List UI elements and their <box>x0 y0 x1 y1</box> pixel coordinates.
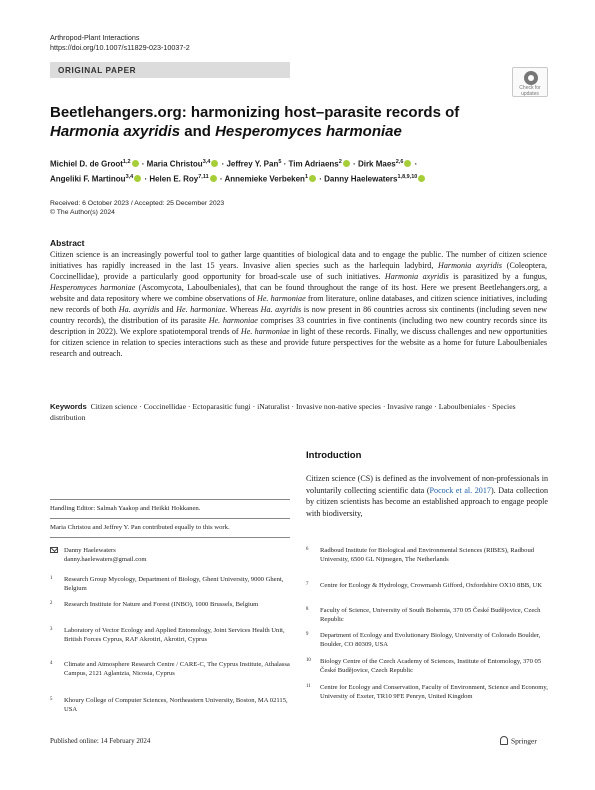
orcid-icon[interactable] <box>404 160 411 167</box>
author-name[interactable]: Danny Haelewaters <box>324 174 398 184</box>
orcid-icon[interactable] <box>343 160 350 167</box>
received-accepted-dates: Received: 6 October 2023 / Accepted: 25 December 2023 <box>50 200 225 207</box>
affiliation-item: 1 Research Group Mycology, Department of Biology, Ghent University, 9000 Ghent, Belgium <box>50 576 284 592</box>
abstract-heading: Abstract <box>50 238 85 248</box>
article-title: Beetlehangers.org: harmonizing host–parasite records of Harmonia axyridis and Hesperomyces harmoniae <box>50 104 460 140</box>
publisher-name: Springer <box>511 736 537 746</box>
check-for-updates-label: Check for updates <box>519 85 541 97</box>
author-affiliation-marker: 3,4 <box>125 173 134 180</box>
affiliation-item: 9 Department of Ecology and Evolutionary Biology, University of Colorado Boulder, Boulder, CO 80309, USA <box>306 632 541 648</box>
divider <box>50 499 290 500</box>
affiliation-item: 10 Biology Centre of the Czech Academy of Sciences, Institute of Entomology, 370 05 České Budějovice, Czech Republic <box>306 658 542 674</box>
keywords-label: Keywords <box>50 402 87 411</box>
author-affiliation-marker: 5 <box>278 159 282 165</box>
published-online-date: Published online: 14 February 2024 <box>50 737 151 745</box>
affiliation-item: 11 Centre for Ecology and Conservation, Faculty of Environment, Science and Economy, University of Exeter, TR10 9FE Penryn, United Kingdom <box>306 684 548 700</box>
abstract-text: Citizen science is an increasingly powerful tool to gather large quantities of biological data and to engage the public. The number of citizen science initiatives has rapidly increased in the last 15 years. Invasive alien species such as the harlequin ladybird, Harmonia axyridis (Coleoptera, Coccinellidae), provide a particularly good opportunity for broad-scale use of such initiatives. Harmonia axyridis is parasitized by a fungus, Hesperomyces harmoniae (Ascomycota, Laboulbeniales), that can be found throughout the range of its host. Here we present Beetlehangers.org, a website and data repository where we combine observations of He. harmoniae from literature, online databases, and citizen science initiatives, including new records of both Ha. axyridis and He. harmoniae. Whereas Ha. axyridis is now present in 86 countries across six continents (including seven new country records), the distribution of its parasite He. harmoniae comprises 33 countries in five continents (including two new country records since its description in 2022). We explore spatiotemporal trends of He. harmoniae in light of these records. Finally, we discuss challenges and new opportunities for citizen science in relation to species interactions such as these and provide future perspectives for the website as a home for future Laboulbeniales research and outreach. <box>50 250 548 358</box>
author-affiliation-marker: 1 <box>304 173 308 180</box>
affiliation-item: 2 Research Institute for Nature and Forest (INBO), 1000 Brussels, Belgium <box>50 601 259 608</box>
orcid-icon[interactable] <box>210 175 217 182</box>
affiliation-item: 5 Khoury College of Computer Sciences, Northeastern University, Boston, MA 02115, USA <box>50 697 288 713</box>
divider <box>50 518 290 519</box>
affiliation-item: 7 Centre for Ecology & Hydrology, Crowmarsh Gifford, Oxfordshire OX10 8BB, UK <box>306 582 542 589</box>
author-affiliation-marker: 7,11 <box>198 173 209 180</box>
journal-name: Arthropod-Plant Interactions <box>50 33 140 42</box>
article-dates <box>50 200 224 218</box>
corresponding-author-name: Danny Haelewaters <box>64 547 116 554</box>
citation-link[interactable]: Pocock et al. 2017 <box>429 485 491 495</box>
divider <box>50 537 290 538</box>
orcid-icon[interactable] <box>134 175 141 182</box>
orcid-icon[interactable] <box>132 160 139 167</box>
author-name[interactable]: Helen E. Roy <box>149 174 199 184</box>
affiliation-item: 4 Climate and Atmosphere Research Centre / CARE-C, The Cyprus Institute, Athalassa Campus, 2121 Aglantzia, Nicosia, Cyprus <box>50 661 290 677</box>
affiliation-item: 6 Radboud Institute for Biological and Environmental Sciences (RIBES), Radboud University, 6500 GL Nijmegen, The Netherlands <box>306 547 535 563</box>
orcid-icon[interactable] <box>309 175 316 182</box>
author-name[interactable]: Michiel D. de Groot <box>50 159 123 169</box>
corresponding-author-email[interactable]: danny.haelewaters@gmail.com <box>64 556 147 563</box>
author-name[interactable]: Jeffrey Y. Pan <box>226 159 279 169</box>
orcid-icon[interactable] <box>418 175 425 182</box>
update-icon <box>524 71 538 85</box>
check-for-updates-button[interactable] <box>512 67 548 97</box>
author-affiliation-marker: 1,8,9,10 <box>397 173 418 180</box>
affiliation-item: 3 Laboratory of Vector Ecology and Applied Entomology, Joint Services Health Unit, British Forces Cyprus, RAF Akrotiri, Akrotiri, Cyprus <box>50 627 285 643</box>
author-affiliation-marker: 2,6 <box>395 159 404 165</box>
handling-editor-note: Handling Editor: Salmah Yaakop and Heikki Hokkanen. <box>50 505 201 512</box>
author-name[interactable]: Angeliki F. Martinou <box>50 174 126 184</box>
keywords <box>50 402 547 423</box>
author-name[interactable]: Annemieke Verbeken <box>224 174 305 184</box>
corresponding-author <box>50 547 290 567</box>
author-name[interactable]: Dirk Maes <box>357 159 396 169</box>
author-name[interactable]: Maria Christou <box>146 159 203 169</box>
author-list: Michiel D. de Groot$^{1,2}$ · Maria Christou$^{3,4}$ · Jeffrey Y. Pan$^5$ · Tim Adriaens$^2$ · Dirk Maes$^{2,6}$ · Angeliki F. Martinou$^{3,4}$ · Helen E. Roy$^{7,11}$ · Annemieke Verbeken$^1$ · Danny Haelewaters$^{1,8,9,10}$ <box>50 156 550 185</box>
author-name[interactable]: Tim Adriaens <box>288 159 339 169</box>
springer-horse-icon <box>500 736 508 745</box>
introduction-text: Citizen science (CS) is defined as the involvement of non-professionals in voluntarily collecting scientific data (Pocock et al. 2017). Data collection by citizen scientists has become an established approach to engage people with biodiversity, <box>306 474 548 518</box>
article-type-label: ORIGINAL PAPER <box>58 65 137 75</box>
affiliation-item: 8 Faculty of Science, University of South Bohemia, 370 05 České Budějovice, Czech Republic <box>306 607 541 623</box>
journal-header <box>50 33 190 52</box>
orcid-icon[interactable] <box>211 160 218 167</box>
contribution-note: Maria Christou and Jeffrey Y. Pan contributed equally to this work. <box>50 524 230 531</box>
copyright-notice: © The Author(s) 2024 <box>50 208 115 216</box>
publisher-logo <box>500 736 537 746</box>
author-affiliation-marker: 1,2 <box>122 159 131 165</box>
keywords-list: Citizen science · Coccinellidae · Ectoparasitic fungi · iNaturalist · Invasive non-native species · Invasive range · Laboulbeniales · Species distribution <box>50 402 516 422</box>
introduction-heading: Introduction <box>306 450 362 461</box>
author-affiliation-marker: 2 <box>338 159 342 165</box>
author-affiliation-marker: 3,4 <box>202 159 211 165</box>
doi-link[interactable]: https://doi.org/10.1007/s11829-023-10037-2 <box>50 42 190 52</box>
